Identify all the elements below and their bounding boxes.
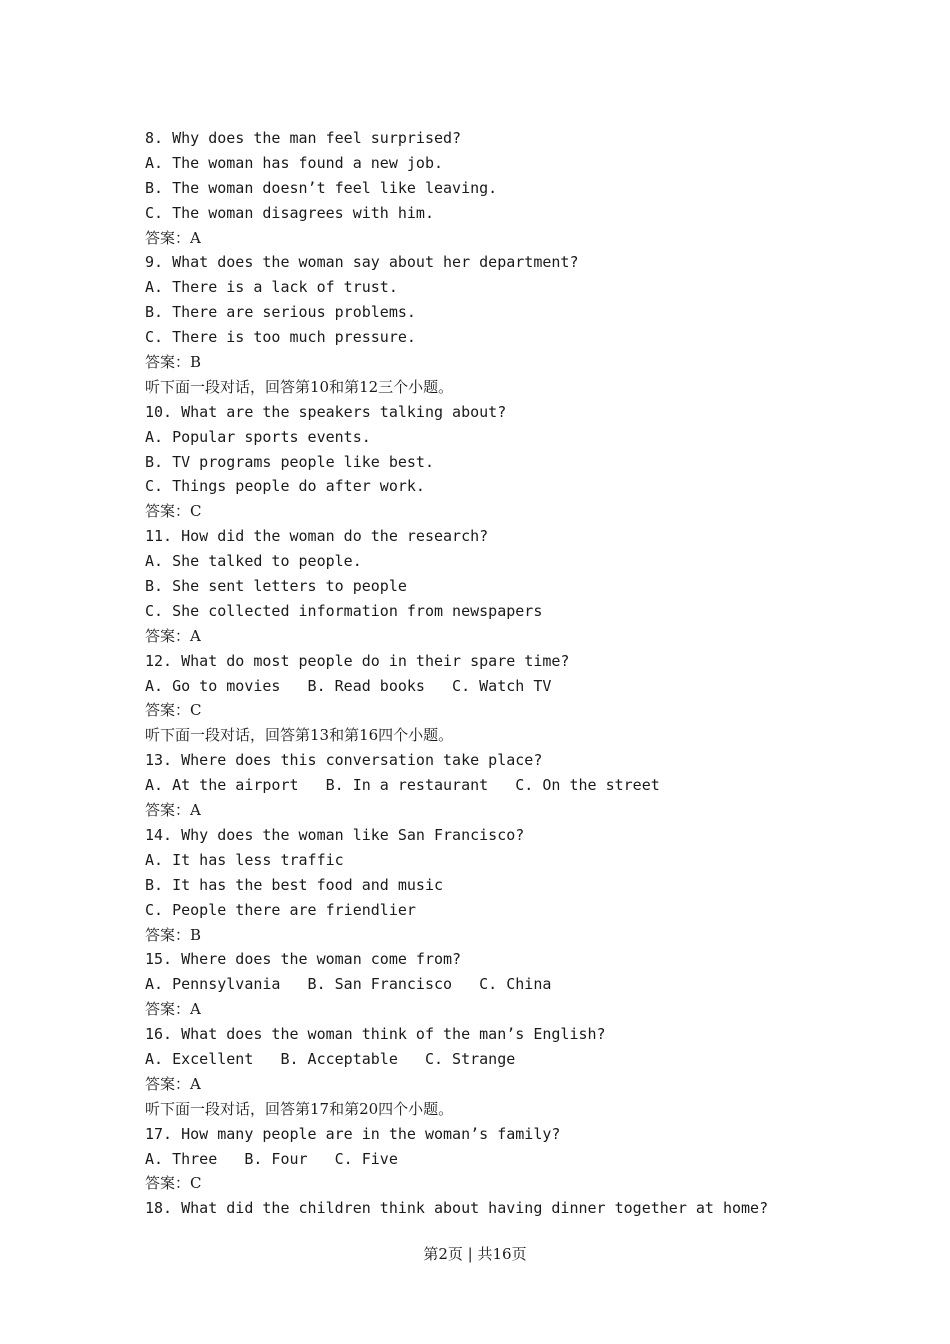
text-line: 11. How did the woman do the research? [145, 527, 489, 546]
text-line: 答案：C [145, 1174, 202, 1193]
text-line: 答案：C [145, 502, 202, 521]
document-body [145, 126, 905, 1221]
text-line: 10. What are the speakers talking about? [145, 402, 507, 421]
text-line: 16. What does the woman think of the man’s English? [145, 1025, 606, 1044]
text-line: 13. Where does this conversation take place? [145, 751, 543, 770]
text-line: 答案：C [145, 701, 202, 720]
text-line: B. It has the best food and music [145, 875, 444, 894]
text-line: 9. What does the woman say about her department? [145, 253, 579, 272]
text-line: 听下面一段对话，回答第10和第12三个小题。 [145, 377, 454, 396]
text-line: A. There is a lack of trust. [145, 278, 398, 297]
text-line: B. TV programs people like best. [145, 452, 434, 471]
page-footer: 第2页 | 共16页 [423, 1245, 527, 1263]
text-line: A. The woman has found a new job. [145, 153, 444, 172]
text-line: A. Popular sports events. [145, 427, 371, 446]
text-line: A. At the airport B. In a restaurant C. On the street [145, 776, 660, 795]
text-line: C. There is too much pressure. [145, 328, 416, 347]
text-line: B. There are serious problems. [145, 303, 416, 322]
text-line: 答案：A [145, 1074, 201, 1093]
text-line: 答案：A [145, 228, 201, 247]
text-line: 8. Why does the man feel surprised? [145, 129, 462, 147]
text-line: A. Three B. Four C. Five [145, 1149, 398, 1168]
text-line: B. The woman doesn’t feel like leaving. [145, 178, 498, 197]
text-line: 听下面一段对话，回答第17和第20四个小题。 [145, 1099, 454, 1118]
text-line: 12. What do most people do in their spare time? [145, 651, 570, 670]
text-line: 答案：A [145, 626, 201, 645]
text-line: C. People there are friendlier [145, 900, 416, 919]
text-line: A. Pennsylvania B. San Francisco C. China [145, 975, 552, 994]
text-line: B. She sent letters to people [145, 577, 407, 596]
text-line: 答案：B [145, 353, 202, 372]
text-line: C. The woman disagrees with him. [145, 203, 434, 222]
text-line: A. It has less traffic [145, 850, 344, 869]
text-line: A. Go to movies B. Read books C. Watch TV [145, 676, 552, 695]
text-line: 答案：A [145, 1000, 201, 1019]
text-line: 答案：B [145, 925, 202, 944]
text-line: 17. How many people are in the woman’s family? [145, 1124, 561, 1143]
text-line: 14. Why does the woman like San Francisco? [145, 825, 525, 844]
text-line: C. Things people do after work. [145, 477, 425, 496]
text-line: 答案：A [145, 801, 201, 820]
text-line: 15. Where does the woman come from? [145, 950, 462, 969]
text-line: A. She talked to people. [145, 552, 362, 571]
text-line: 18. What did the children think about having dinner together at home? [145, 1199, 769, 1218]
text-line: 听下面一段对话，回答第13和第16四个小题。 [145, 726, 454, 745]
text-line: C. She collected information from newspapers [145, 601, 543, 620]
text-line: A. Excellent B. Acceptable C. Strange [145, 1049, 516, 1068]
